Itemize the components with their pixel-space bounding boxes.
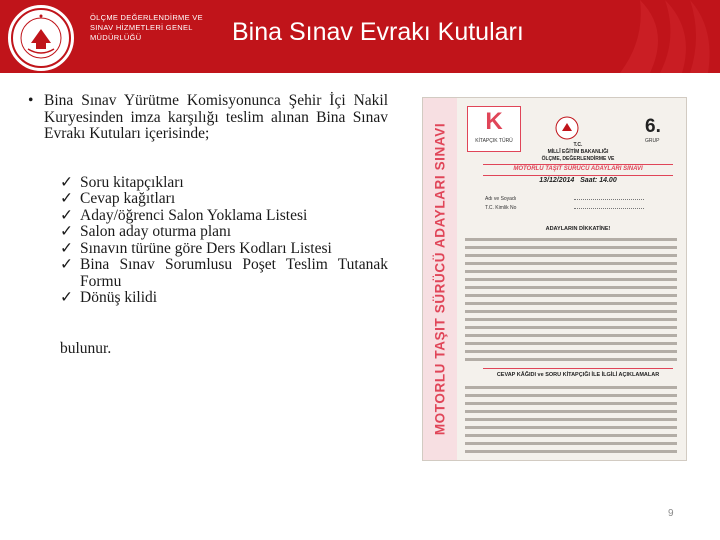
booklet-exam-date: 13/12/2014 — [539, 177, 575, 184]
fine-print-line — [465, 254, 677, 257]
checklist-item-text: Aday/öğrenci Salon Yoklama Listesi — [80, 206, 308, 224]
page-number: 9 — [668, 508, 674, 519]
booklet-section-heading: ADAYLARIN DİKKATİNE! — [545, 226, 611, 232]
fine-print-line — [465, 270, 677, 273]
booklet-field-label: Adı ve Soyadı — [485, 196, 517, 202]
booklet-letter: K — [485, 108, 503, 135]
booklet-exam-datetime — [483, 177, 673, 184]
fine-print-line — [465, 302, 677, 305]
dotted-line — [574, 194, 644, 200]
checkmark-icon: ✓ — [60, 223, 73, 240]
divider — [483, 175, 673, 176]
fine-print-line — [465, 410, 677, 413]
meb-emblem-icon — [8, 5, 74, 71]
intro-paragraph — [28, 93, 388, 143]
checkmark-icon: ✓ — [60, 239, 73, 257]
checklist-item-text: Salon aday oturma planı — [80, 223, 232, 240]
fine-print-line — [465, 426, 677, 429]
fine-print-line — [465, 262, 677, 265]
fine-print-line — [465, 418, 677, 421]
contents-checklist — [28, 175, 388, 307]
checkmark-icon: ✓ — [60, 173, 73, 191]
checkmark-icon: ✓ — [60, 190, 73, 207]
meb-emblem-icon — [555, 116, 579, 140]
divider — [483, 164, 673, 165]
fine-print-line — [465, 386, 677, 389]
dotted-line — [574, 203, 644, 209]
booklet-field-label: T.C. Kimlik No — [485, 205, 517, 211]
organization-name — [90, 13, 220, 43]
fine-print-line — [465, 350, 677, 353]
closing-text: bulunur. — [60, 339, 112, 357]
checklist-item — [28, 290, 388, 307]
booklet-field — [485, 203, 675, 212]
booklet-org-line: MİLLÎ EĞİTİM BAKANLIĞI — [547, 149, 609, 155]
org-line: MÜDÜRLÜĞÜ — [90, 33, 142, 42]
divider — [483, 368, 673, 369]
group-number: 6. — [645, 116, 661, 137]
checkmark-icon: ✓ — [60, 206, 73, 224]
intro-text: Bina Sınav Yürütme Komisyonunca Şehir İçi Nakil Kuryesinden imza karşılığı teslim alınan Bina Sınav Evrakı Kutuları içerisinde; — [44, 92, 388, 142]
booklet-section-heading: CEVAP KÂĞIDI ve SORU KİTAPÇIĞI İLE İLGİLİ AÇIKLAMALAR — [496, 372, 660, 378]
checklist-item-text: Cevap kağıtları — [80, 190, 176, 207]
fine-print-line — [465, 318, 677, 321]
group-label: GRUP — [645, 138, 660, 144]
checklist-item-text: Bina Sınav Sorumlusu Poşet Teslim Tutanak Formu — [80, 256, 388, 290]
fine-print-line — [465, 246, 677, 249]
fine-print-line — [465, 434, 677, 437]
slide-body — [28, 93, 388, 357]
checklist-item-text: Dönüş kilidi — [80, 289, 158, 306]
fine-print-line — [465, 326, 677, 329]
checklist-item — [28, 257, 388, 290]
org-line: SINAV HİZMETLERİ GENEL — [90, 23, 193, 32]
booklet-candidate-fields — [485, 194, 675, 212]
checklist-item-text: Soru kitapçıkları — [80, 173, 184, 191]
fine-print-line — [465, 310, 677, 313]
vertical-title-strip — [423, 98, 457, 460]
booklet-label: KİTAPÇIK TÜRÜ — [475, 138, 513, 144]
booklet-exam-time: Saat: 14.00 — [580, 177, 617, 184]
org-line: ÖLÇME DEĞERLENDİRME VE — [90, 13, 203, 22]
booklet-field — [485, 194, 675, 203]
exam-booklet-image — [422, 97, 687, 461]
flame-decoration — [590, 0, 720, 73]
fine-print-line — [465, 278, 677, 281]
fine-print-line — [465, 402, 677, 405]
fine-print-line — [465, 358, 677, 361]
slide-title: Bina Sınav Evrakı Kutuları — [232, 18, 524, 46]
checklist-item — [28, 175, 388, 192]
slide-header — [0, 0, 720, 73]
fine-print-line — [465, 450, 677, 453]
checklist-item-text: Sınavın türüne göre Ders Kodları Listesi — [80, 239, 332, 257]
checklist-item — [28, 208, 388, 225]
booklet-org-line: T.C. — [573, 142, 583, 148]
fine-print-line — [465, 238, 677, 241]
fine-print-line — [465, 394, 677, 397]
checklist-item — [28, 191, 388, 208]
fine-print-line — [465, 286, 677, 289]
checkmark-icon: ✓ — [60, 256, 73, 273]
booklet-org-line: ÖLÇME, DEĞERLENDİRME VE — [541, 156, 615, 162]
fine-print-line — [465, 342, 677, 345]
fine-print-line — [465, 442, 677, 445]
checkmark-icon: ✓ — [60, 289, 73, 306]
booklet-exam-name: MOTORLU TAŞIT SÜRÜCÜ ADAYLARI SINAVI — [513, 166, 643, 172]
checklist-item — [28, 241, 388, 258]
checklist-item — [28, 224, 388, 241]
fine-print-line — [465, 334, 677, 337]
fine-print-line — [465, 294, 677, 297]
bullet-icon: • — [28, 92, 34, 109]
vertical-exam-title: MOTORLU TAŞIT SÜRÜCÜ ADAYLARI SINAVI — [432, 122, 448, 436]
booklet-org-name — [483, 142, 673, 163]
